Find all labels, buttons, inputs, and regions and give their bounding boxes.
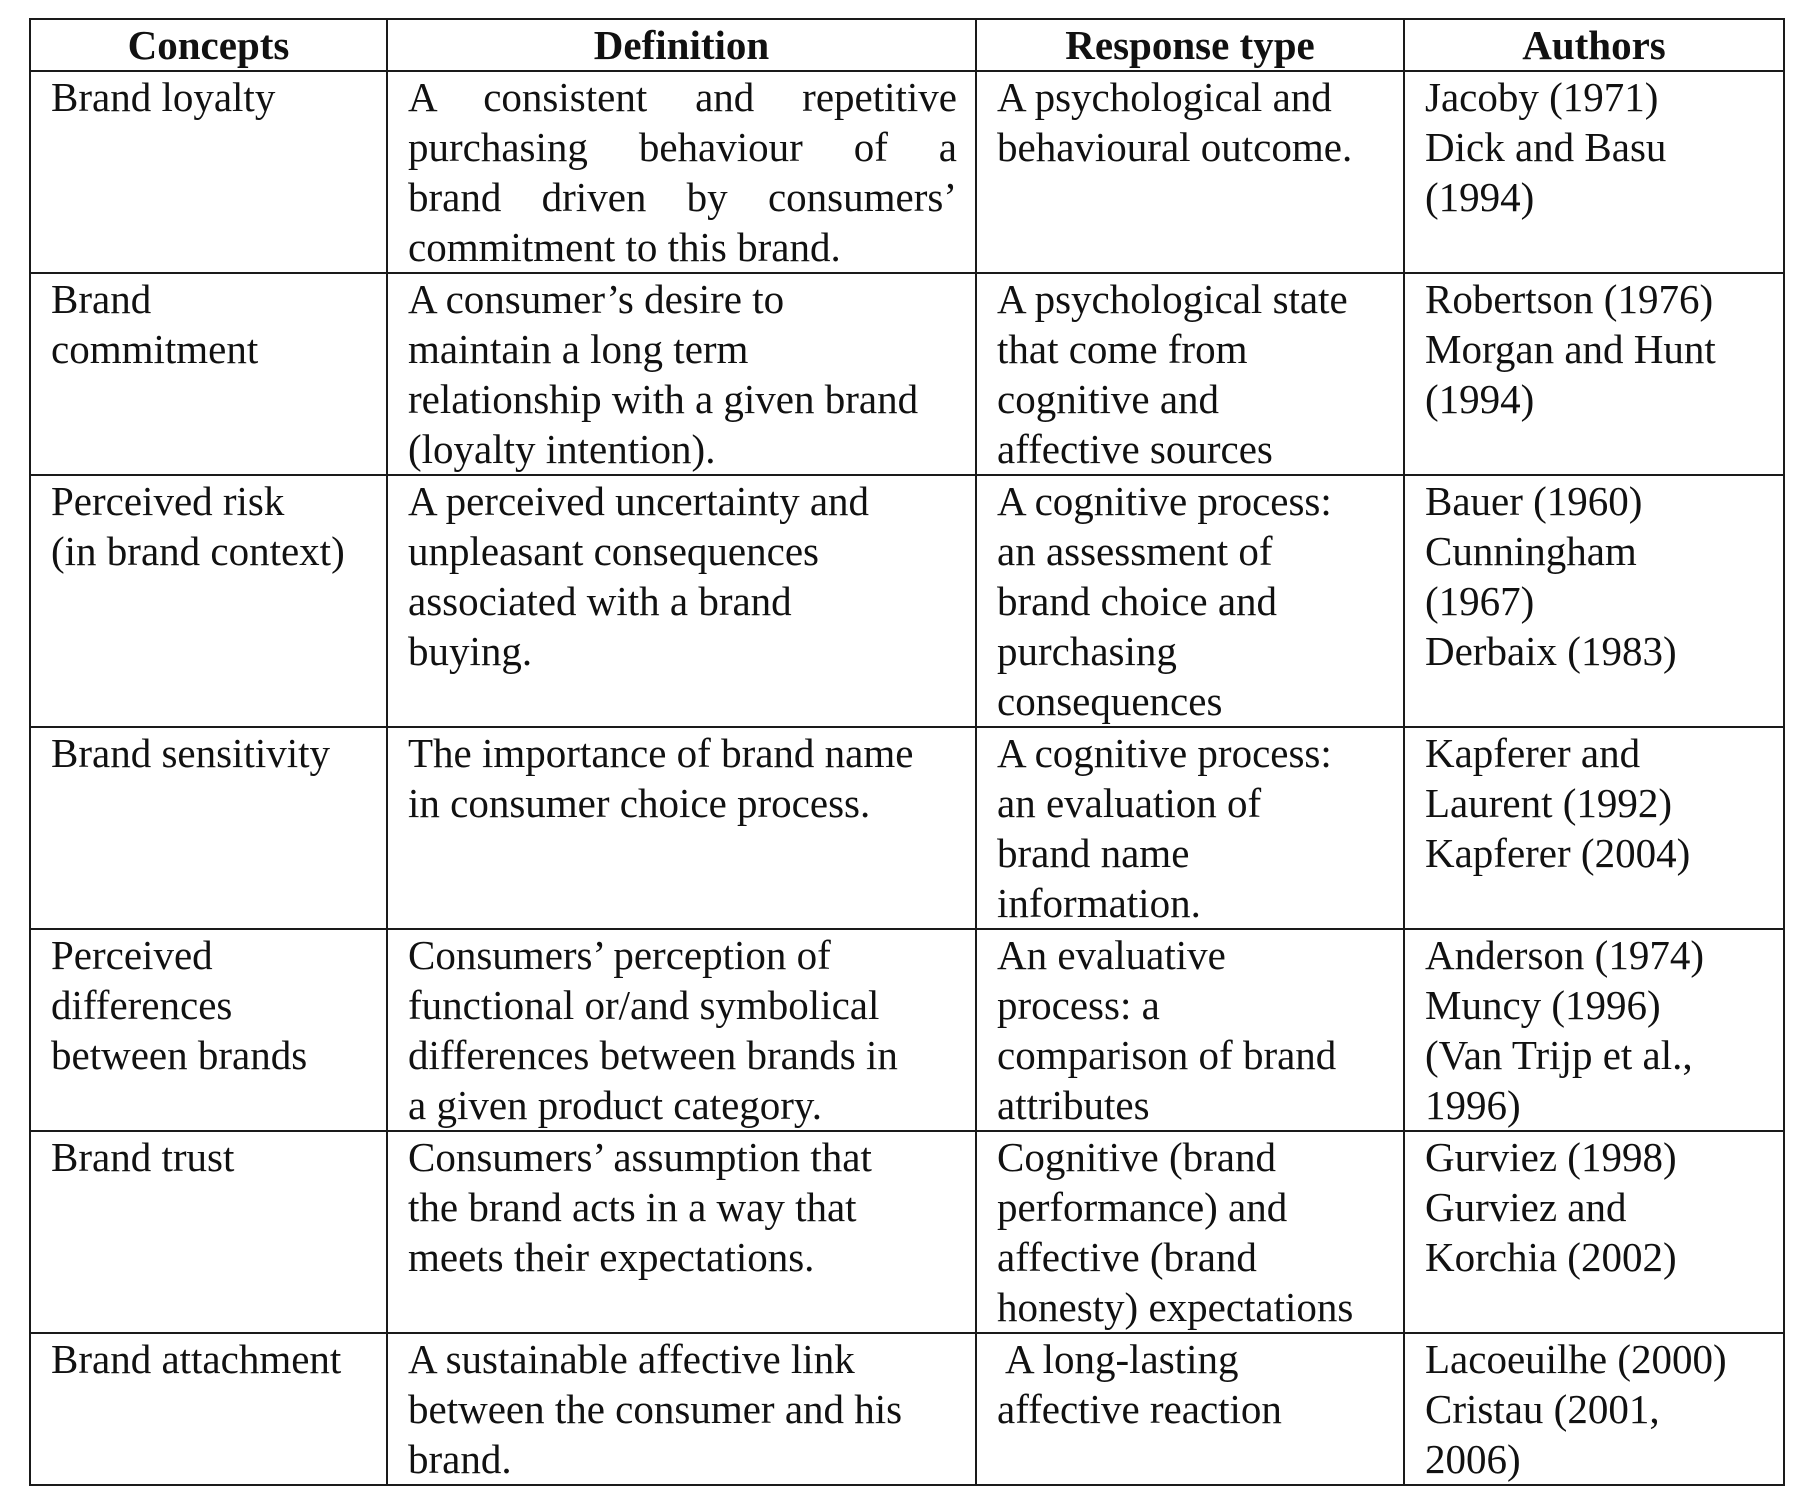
table-row xyxy=(30,929,1784,1131)
cell-definition xyxy=(387,1333,976,1485)
cell-text-line: Cunningham xyxy=(1425,528,1637,574)
cell-text-line: Cristau (2001, xyxy=(1425,1386,1660,1432)
cell-text-line: A sustainable affective link xyxy=(408,1336,855,1382)
cell-text-line: performance) and xyxy=(997,1184,1288,1230)
cell-text-line: associated with a brand xyxy=(408,578,792,624)
cell-text-line: purchasing behaviour of a xyxy=(408,124,957,170)
cell-text-line: Lacoeuilhe (2000) xyxy=(1425,1336,1727,1382)
cell-text-line: A long-lasting xyxy=(997,1336,1239,1382)
header-definition: Definition xyxy=(387,19,976,71)
cell-text-line: unpleasant consequences xyxy=(408,528,819,574)
cell-text-line: A perceived uncertainty and xyxy=(408,478,870,524)
table-row xyxy=(30,273,1784,475)
cell-text-line: An evaluative xyxy=(997,932,1226,978)
cell-definition xyxy=(387,71,976,273)
cell-text-line: Derbaix (1983) xyxy=(1425,628,1677,674)
cell-text-line: maintain a long term xyxy=(408,326,749,372)
cell-text-line: (loyalty intention). xyxy=(408,426,716,472)
cell-text-line: meets their expectations. xyxy=(408,1234,815,1280)
cell-text-line: affective reaction xyxy=(997,1386,1282,1432)
cell-text-line: attributes xyxy=(997,1082,1150,1128)
cell-text-line: A cognitive process: xyxy=(997,730,1332,776)
cell-text-line: Brand trust xyxy=(51,1134,235,1180)
cell-text-line: Korchia (2002) xyxy=(1425,1234,1677,1280)
cell-text-line: (1967) xyxy=(1425,578,1535,624)
cell-text-line: affective (brand xyxy=(997,1234,1257,1280)
cell-text-line: commitment to this brand. xyxy=(408,224,841,270)
cell-text-line: process: a xyxy=(997,982,1160,1028)
cell-text-line: Laurent (1992) xyxy=(1425,780,1673,826)
cell-text-line: cognitive and xyxy=(997,376,1220,422)
cell-text-line: brand choice and xyxy=(997,578,1278,624)
cell-text-line: 1996) xyxy=(1425,1082,1521,1128)
header-authors: Authors xyxy=(1404,19,1784,71)
cell-text-line: buying. xyxy=(408,628,533,674)
cell-concept xyxy=(30,273,387,475)
cell-response-type xyxy=(976,929,1404,1131)
cell-response-type xyxy=(976,727,1404,929)
cell-text-line: brand name xyxy=(997,830,1190,876)
cell-text-line: consequences xyxy=(997,678,1223,724)
cell-text-line: A psychological and xyxy=(997,74,1332,120)
cell-text-line: functional or/and symbolical xyxy=(408,982,880,1028)
cell-response-type xyxy=(976,273,1404,475)
cell-text-line: in consumer choice process. xyxy=(408,780,871,826)
cell-text-line: Gurviez and xyxy=(1425,1184,1627,1230)
concepts-table xyxy=(29,18,1785,1486)
cell-text-line: A psychological state xyxy=(997,276,1348,322)
cell-text-line: affective sources xyxy=(997,426,1273,472)
cell-text-line: an assessment of xyxy=(997,528,1273,574)
cell-text-line: behavioural outcome. xyxy=(997,124,1353,170)
cell-text-line: Brand attachment xyxy=(51,1336,342,1382)
cell-text-line: Cognitive (brand xyxy=(997,1134,1276,1180)
cell-text-line: Perceived risk xyxy=(51,478,285,524)
cell-text-line: comparison of brand xyxy=(997,1032,1337,1078)
cell-definition xyxy=(387,273,976,475)
cell-text-line: 2006) xyxy=(1425,1436,1521,1482)
cell-text-line: Dick and Basu xyxy=(1425,124,1667,170)
cell-text-line: a given product category. xyxy=(408,1082,823,1128)
cell-authors xyxy=(1404,475,1784,727)
cell-authors xyxy=(1404,1131,1784,1333)
cell-authors xyxy=(1404,727,1784,929)
cell-text-line: honesty) expectations xyxy=(997,1284,1354,1330)
cell-text-line: Brand xyxy=(51,276,152,322)
cell-concept xyxy=(30,475,387,727)
cell-text-line: (in brand context) xyxy=(51,528,345,574)
cell-text-line: A consumer’s desire to xyxy=(408,276,785,322)
header-response-type: Response type xyxy=(976,19,1404,71)
cell-concept xyxy=(30,929,387,1131)
cell-text-line: an evaluation of xyxy=(997,780,1262,826)
cell-text-line: purchasing xyxy=(997,628,1177,674)
cell-text-line: (Van Trijp et al., xyxy=(1425,1032,1693,1078)
cell-text-line: commitment xyxy=(51,326,259,372)
cell-text-line: Morgan and Hunt xyxy=(1425,326,1716,372)
table-header xyxy=(30,19,1784,71)
cell-text-line: (1994) xyxy=(1425,376,1535,422)
cell-response-type xyxy=(976,71,1404,273)
cell-text-line: Kapferer and xyxy=(1425,730,1641,776)
table-row xyxy=(30,1131,1784,1333)
cell-text-line: Kapferer (2004) xyxy=(1425,830,1691,876)
cell-text-line: differences between brands in xyxy=(408,1032,898,1078)
cell-text-line: Brand loyalty xyxy=(51,74,276,120)
cell-definition xyxy=(387,727,976,929)
cell-definition xyxy=(387,1131,976,1333)
cell-authors xyxy=(1404,1333,1784,1485)
cell-text-line: Gurviez (1998) xyxy=(1425,1134,1677,1180)
cell-text-line: brand. xyxy=(408,1436,512,1482)
cell-text-line: Muncy (1996) xyxy=(1425,982,1661,1028)
cell-definition xyxy=(387,475,976,727)
table-row xyxy=(30,71,1784,273)
cell-text-line: relationship with a given brand xyxy=(408,376,919,422)
cell-text-line: Perceived xyxy=(51,932,213,978)
concepts-table-container xyxy=(29,18,1783,1486)
cell-concept xyxy=(30,71,387,273)
cell-text-line: information. xyxy=(997,880,1201,926)
cell-text-line: A consistent and repetitive xyxy=(408,74,957,120)
cell-text-line: (1994) xyxy=(1425,174,1535,220)
cell-authors xyxy=(1404,71,1784,273)
cell-text-line: that come from xyxy=(997,326,1248,372)
cell-text-line: Robertson (1976) xyxy=(1425,276,1714,322)
cell-text-line: Bauer (1960) xyxy=(1425,478,1643,524)
header-concepts: Concepts xyxy=(30,19,387,71)
cell-text-line: Consumers’ assumption that xyxy=(408,1134,872,1180)
cell-concept xyxy=(30,1333,387,1485)
cell-response-type xyxy=(976,475,1404,727)
cell-text-line: Jacoby (1971) xyxy=(1425,74,1659,120)
cell-text-line: between brands xyxy=(51,1032,308,1078)
cell-text-line: Anderson (1974) xyxy=(1425,932,1704,978)
table-body xyxy=(30,71,1784,1485)
cell-text-line: brand driven by consumers’ xyxy=(408,174,957,220)
cell-concept xyxy=(30,1131,387,1333)
cell-text-line: the brand acts in a way that xyxy=(408,1184,857,1230)
cell-text-line: Consumers’ perception of xyxy=(408,932,831,978)
cell-text-line: The importance of brand name xyxy=(408,730,914,776)
cell-authors xyxy=(1404,929,1784,1131)
table-row xyxy=(30,1333,1784,1485)
cell-text-line: Brand sensitivity xyxy=(51,730,331,776)
cell-response-type xyxy=(976,1333,1404,1485)
cell-authors xyxy=(1404,273,1784,475)
cell-text-line: between the consumer and his xyxy=(408,1386,903,1432)
cell-definition xyxy=(387,929,976,1131)
cell-response-type xyxy=(976,1131,1404,1333)
header-row xyxy=(30,19,1784,71)
cell-text-line: differences xyxy=(51,982,233,1028)
cell-text-line: A cognitive process: xyxy=(997,478,1332,524)
table-row xyxy=(30,475,1784,727)
cell-concept xyxy=(30,727,387,929)
table-row xyxy=(30,727,1784,929)
